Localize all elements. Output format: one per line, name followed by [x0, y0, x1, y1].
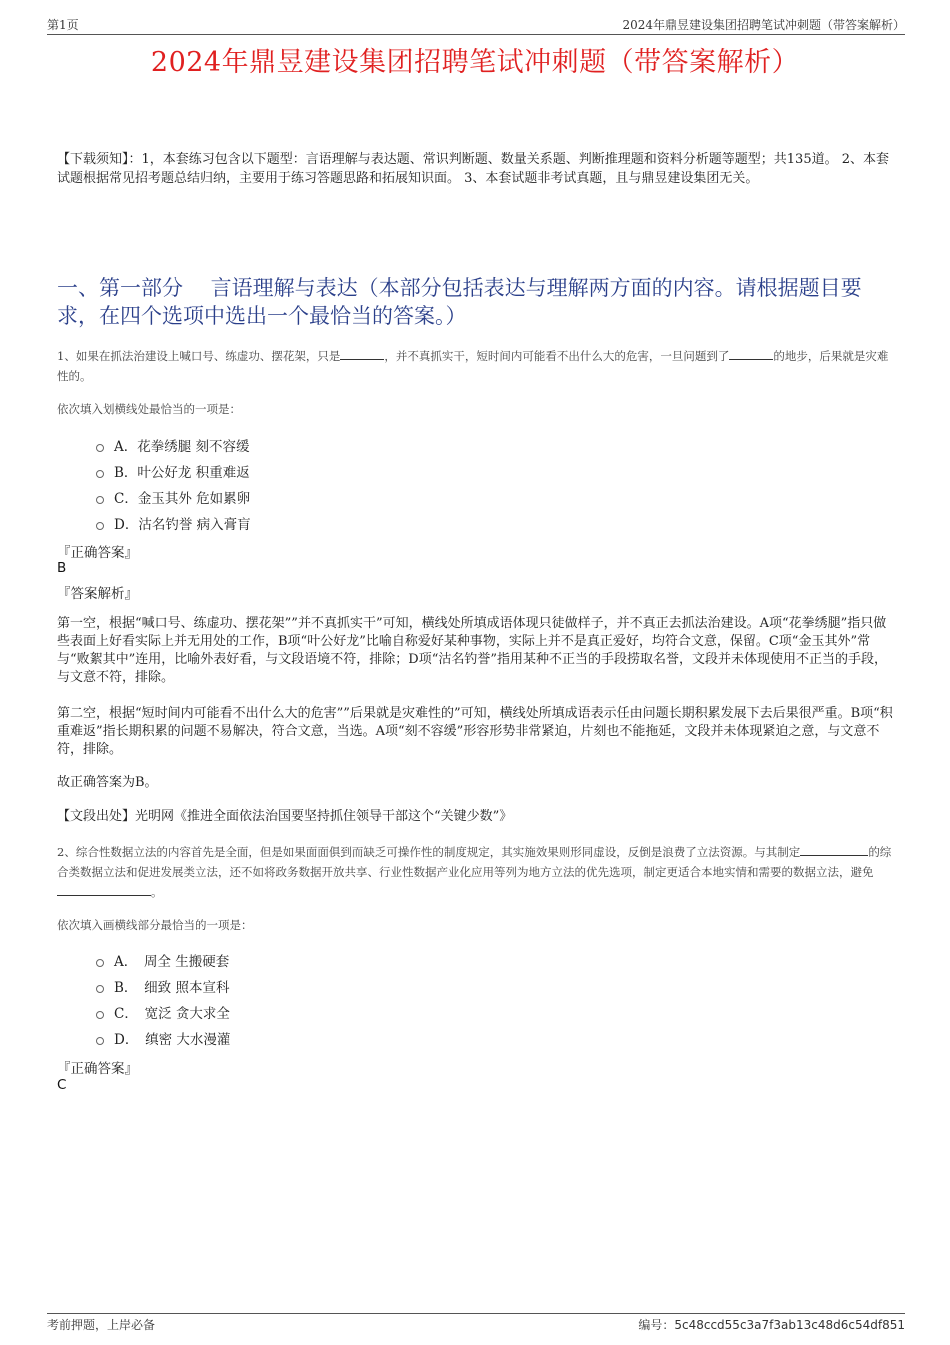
analysis-label: 『答案解析』 [57, 586, 138, 602]
document-title: 2024年鼎昱建设集团招聘笔试冲刺题（带答案解析） [150, 47, 800, 78]
footer-code: 编号：5c48ccd55c3a7f3ab13c48d6c54df851 [638, 1318, 905, 1332]
page-footer [47, 1313, 905, 1332]
option-a[interactable]: A． 周全 生搬硬套 [96, 947, 230, 973]
radio-icon[interactable] [96, 1011, 104, 1019]
correct-answer: C [57, 1077, 67, 1093]
question-2-options [96, 947, 230, 1051]
option-c[interactable]: C． 宽泛 贪大求全 [96, 999, 230, 1025]
radio-icon[interactable] [96, 522, 104, 530]
radio-icon[interactable] [96, 959, 104, 967]
page-number: 第1页 [47, 18, 79, 32]
header-doc-title: 2024年鼎昱建设集团招聘笔试冲刺题（带答案解析） [622, 18, 905, 32]
radio-icon[interactable] [96, 496, 104, 504]
footer-slogan: 考前押题，上岸必备 [47, 1318, 156, 1332]
fill-blank [729, 347, 773, 360]
question-1-text: 1、如果在抓法治建设上喊口号、练虚功、摆花架，只是 ，并不真抓实干，短时间内可能看不出什么大的危害，一旦问题到了 的地步，后果就是灾难性的。 [57, 349, 889, 383]
fill-blank [800, 843, 868, 856]
radio-icon[interactable] [96, 985, 104, 993]
section-heading: 一、第一部分 言语理解与表达（本部分包括表达与理解两方面的内容。请根据题目要求，在四个选项中选出一个最恰当的答案。） [57, 276, 862, 328]
option-c[interactable]: C．金玉其外 危如累卵 [96, 484, 251, 510]
question-2-prompt: 依次填入画横线部分最恰当的一项是： [57, 918, 253, 932]
radio-icon[interactable] [96, 470, 104, 478]
correct-answer: B [57, 560, 67, 576]
page-header [47, 14, 905, 35]
option-d[interactable]: D． 缜密 大水漫灌 [96, 1025, 230, 1051]
option-b[interactable]: B．叶公好龙 积重难返 [96, 458, 251, 484]
source-citation: 【文段出处】光明网《推进全面依法治国要坚持抓住领导干部这个“关键少数”》 [57, 809, 513, 824]
correct-answer-label: 『正确答案』 [57, 1061, 138, 1077]
analysis-paragraph-1: 第一空，根据“喊口号、练虚功、摆花架””并不真抓实干”可知，横线处所填成语体现只徒做样子，并不真正去抓法治建设。A项“花拳绣腿”指只做些表面上好看实际上并无用处的工作，B项“叶公好龙”比喻自称爱好某种事物，实际上并不是真正爱好，均符合文意，保留。C项“金玉其外”常与“败絮其中”连用，比喻外表好看，与文段语境不符，排除；D项“沽名钓誉”指用某种不正当的手段捞取名誉，文段并未体现使用不正当的手段，与文意不符，排除。 [57, 616, 888, 685]
option-b[interactable]: B． 细致 照本宣科 [96, 973, 230, 999]
analysis-conclusion: 故正确答案为B。 [57, 775, 158, 790]
correct-answer-label: 『正确答案』 [57, 545, 138, 561]
fill-blank [340, 347, 384, 360]
question-2-text: 2、综合性数据立法的内容首先是全面，但是如果面面俱到而缺乏可操作性的制度规定，其实施效果则形同虚设，反倒是浪费了立法资源。与其制定 的综合类数据立法和促进发展类立法，还不如将政务数据开放共享、行业性数据产业化应用等列为地方立法的优先选项，制定更适合本地实情和需要的数据立法，避免。 [57, 845, 892, 899]
option-a[interactable]: A．花拳绣腿 刻不容缓 [96, 432, 251, 458]
analysis-paragraph-2: 第二空，根据“短时间内可能看不出什么大的危害””后果就是灾难性的”可知，横线处所填成语表示任由问题长期积累发展下去后果很严重。B项“积重难返”指长期积累的问题不易解决，符合文意，当选。A项“刻不容缓”形容形势非常紧迫，片刻也不能拖延，文段并未体现紧迫之意，与文意不符，排除。 [57, 706, 893, 757]
download-notice: 【下载须知】：1，本套练习包含以下题型：言语理解与表达题、常识判断题、数量关系题、判断推理题和资料分析题等题型；共135道。 2、本套试题根据常见招考题总结归纳，主要用于练习答题思路和拓展知识面。 3、本套试题非考试真题，且与鼎昱建设集团无关。 [57, 152, 889, 186]
option-d[interactable]: D．沽名钓誉 病入膏肓 [96, 510, 251, 536]
question-1-prompt: 依次填入划横线处最恰当的一项是： [57, 402, 241, 416]
radio-icon[interactable] [96, 1037, 104, 1045]
radio-icon[interactable] [96, 444, 104, 452]
fill-blank [57, 883, 151, 896]
question-1-options [96, 432, 251, 536]
